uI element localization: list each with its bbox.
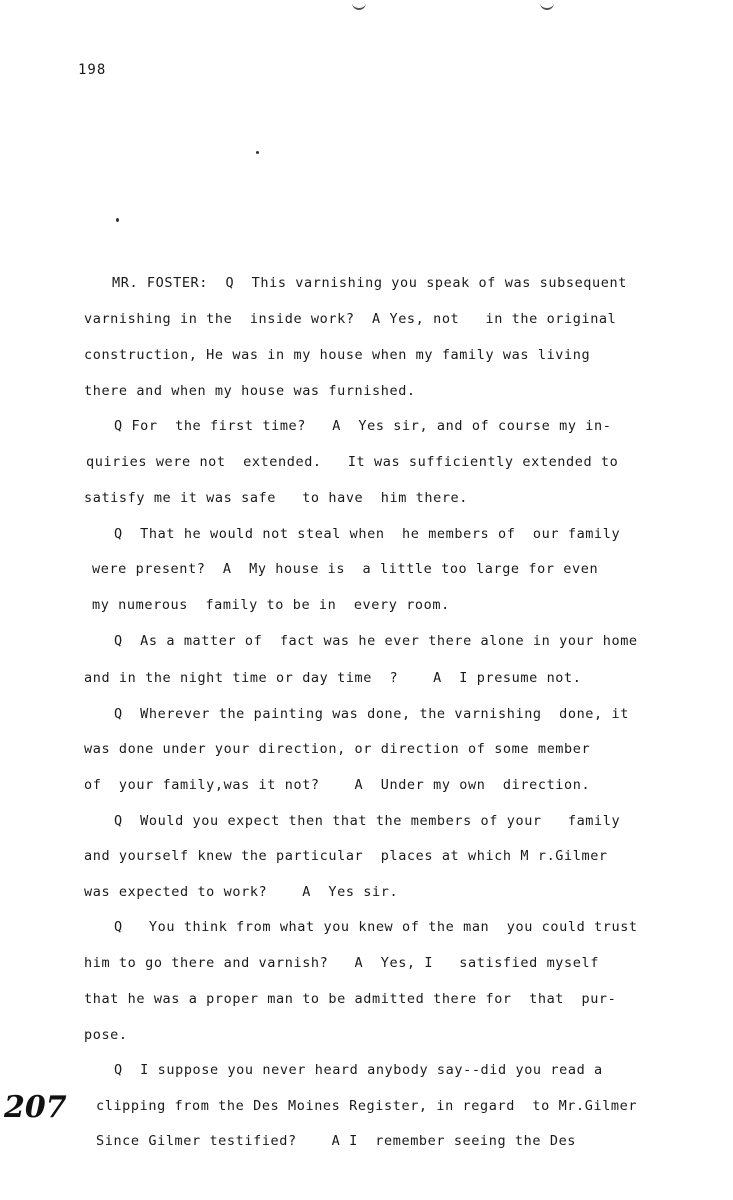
transcript-line: of your family,was it not? A Under my own direction.	[84, 777, 591, 793]
transcript-line: pose.	[84, 1027, 128, 1043]
scan-mark-right	[540, 0, 554, 10]
transcript-line: construction, He was in my house when my family was living	[84, 347, 591, 363]
scan-speck	[116, 218, 119, 222]
transcript-line: Q Wherever the painting was done, the varnishing done, it	[114, 706, 629, 722]
transcript-line: were present? A My house is a little too large for even	[92, 561, 599, 577]
transcript-line: Q You think from what you knew of the man you could trust	[114, 919, 638, 935]
transcript-line: Since Gilmer testified? A I remember seeing the Des	[96, 1133, 577, 1149]
transcript-line: Q As a matter of fact was he ever there alone in your home	[114, 633, 638, 649]
transcript-line: was done under your direction, or direction of some member	[84, 741, 591, 757]
handwritten-page-annotation: 207	[4, 1090, 67, 1125]
transcript-line: quiries were not extended. It was sufficiently extended to	[86, 454, 619, 470]
scan-speck	[256, 151, 259, 154]
transcript-line: and yourself knew the particular places at which M r.Gilmer	[84, 848, 608, 864]
transcript-line: satisfy me it was safe to have him there.	[84, 490, 469, 506]
transcript-line: was expected to work? A Yes sir.	[84, 884, 399, 900]
transcript-line: that he was a proper man to be admitted there for that pur-	[84, 991, 617, 1007]
transcript-line: Q Would you expect then that the members of your family	[114, 813, 621, 829]
transcript-line: him to go there and varnish? A Yes, I satisfied myself	[84, 955, 599, 971]
scan-mark-left	[352, 0, 366, 10]
page-number: 198	[78, 62, 107, 78]
transcript-line: and in the night time or day time ? A I presume not.	[84, 670, 582, 686]
transcript-line: Q For the first time? A Yes sir, and of course my in-	[114, 418, 612, 434]
transcript-line: Q That he would not steal when he members of our family	[114, 526, 621, 542]
transcript-line: Q I suppose you never heard anybody say--did you read a	[114, 1062, 603, 1078]
transcript-line: my numerous family to be in every room.	[92, 597, 450, 613]
transcript-line: varnishing in the inside work? A Yes, not in the original	[84, 311, 617, 327]
transcript-line: clipping from the Des Moines Register, in regard to Mr.Gilmer	[96, 1098, 638, 1114]
transcript-line: MR. FOSTER: Q This varnishing you speak of was subsequent	[112, 275, 627, 291]
transcript-line: there and when my house was furnished.	[84, 383, 416, 399]
